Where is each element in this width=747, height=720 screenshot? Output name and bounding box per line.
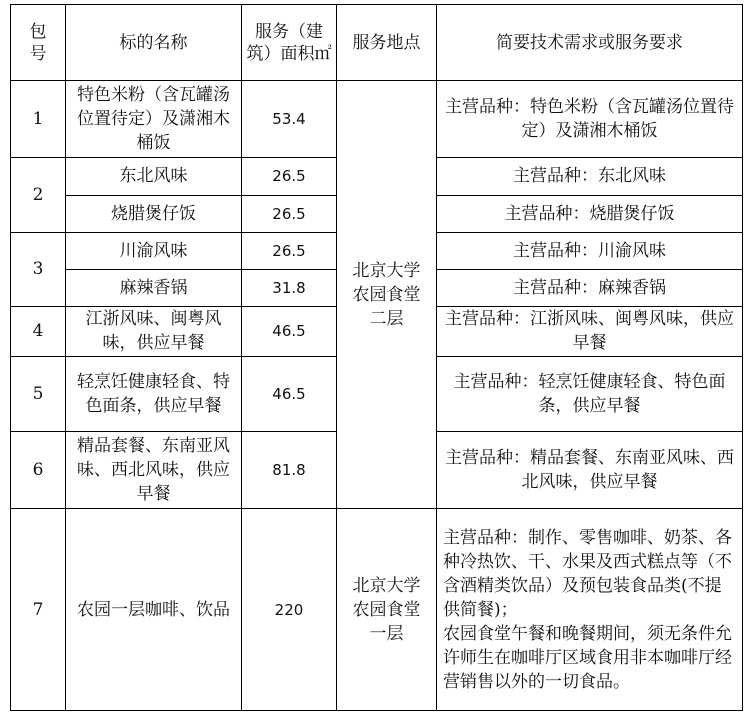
pkg-cell: 2 bbox=[11, 158, 66, 232]
location-cell-floor2: 北京大学农园食堂二层 bbox=[337, 81, 437, 509]
requirement-cell: 主营品种：轻烹饪健康轻食、特色面条，供应早餐 bbox=[437, 356, 743, 431]
requirement-cell: 主营品种：东北风味 bbox=[437, 158, 743, 195]
area-cell: 81.8 bbox=[242, 432, 337, 509]
pkg-cell: 7 bbox=[11, 509, 66, 711]
header-pkg: 包号 bbox=[11, 5, 66, 81]
requirement-cell bbox=[437, 509, 743, 711]
requirement-cell: 主营品种：江浙风味、闽粤风味，供应早餐 bbox=[437, 306, 743, 356]
requirement-cell: 主营品种：川渝风味 bbox=[437, 232, 743, 269]
name-cell: 江浙风味、闽粤风味，供应早餐 bbox=[66, 306, 242, 356]
requirement-text-1: 主营品种：制作、零售咖啡、奶茶、各种冷热饮、干、水果及西式糕点等（不含酒精类饮品）及预包装食品类(不提供简餐)； bbox=[443, 527, 732, 620]
table-row bbox=[11, 81, 743, 158]
header-requirement: 简要技术需求或服务要求 bbox=[437, 5, 743, 81]
area-cell: 46.5 bbox=[242, 306, 337, 356]
name-cell: 川渝风味 bbox=[66, 232, 242, 269]
name-cell: 轻烹饪健康轻食、特色面条，供应早餐 bbox=[66, 356, 242, 431]
requirement-cell: 主营品种：麻辣香锅 bbox=[437, 269, 743, 306]
pkg-cell: 4 bbox=[11, 306, 66, 356]
name-cell: 烧腊煲仔饭 bbox=[66, 195, 242, 232]
area-cell: 46.5 bbox=[242, 356, 337, 431]
pkg-cell: 1 bbox=[11, 81, 66, 158]
area-cell: 31.8 bbox=[242, 269, 337, 306]
pkg-cell: 6 bbox=[11, 432, 66, 509]
header-row bbox=[11, 5, 743, 81]
requirement-cell: 主营品种：特色米粉（含瓦罐汤位置待定）及潇湘木桶饭 bbox=[437, 81, 743, 158]
name-cell: 特色米粉（含瓦罐汤位置待定）及潇湘木桶饭 bbox=[66, 81, 242, 158]
name-cell: 东北风味 bbox=[66, 158, 242, 195]
pkg-cell: 3 bbox=[11, 232, 66, 306]
name-cell: 精品套餐、东南亚风味、西北风味，供应早餐 bbox=[66, 432, 242, 509]
location-cell-floor1: 北京大学农园食堂一层 bbox=[337, 509, 437, 711]
requirement-text-2: 农园食堂午餐和晚餐期间，须无条件允许师生在咖啡厅区域食用非本咖啡厅经营销售以外的一切食品。 bbox=[443, 623, 732, 692]
table-row bbox=[11, 509, 743, 711]
header-name: 标的名称 bbox=[66, 5, 242, 81]
area-cell: 26.5 bbox=[242, 158, 337, 195]
header-location: 服务地点 bbox=[337, 5, 437, 81]
procurement-table bbox=[10, 4, 743, 711]
name-cell: 农园一层咖啡、饮品 bbox=[66, 509, 242, 711]
requirement-cell: 主营品种：精品套餐、东南亚风味、西北风味，供应早餐 bbox=[437, 432, 743, 509]
area-cell: 53.4 bbox=[242, 81, 337, 158]
requirement-cell: 主营品种：烧腊煲仔饭 bbox=[437, 195, 743, 232]
header-area: 服务（建筑）面积㎡ bbox=[242, 5, 337, 81]
name-cell: 麻辣香锅 bbox=[66, 269, 242, 306]
pkg-cell: 5 bbox=[11, 356, 66, 431]
area-cell: 26.5 bbox=[242, 195, 337, 232]
area-cell: 220 bbox=[242, 509, 337, 711]
area-cell: 26.5 bbox=[242, 232, 337, 269]
